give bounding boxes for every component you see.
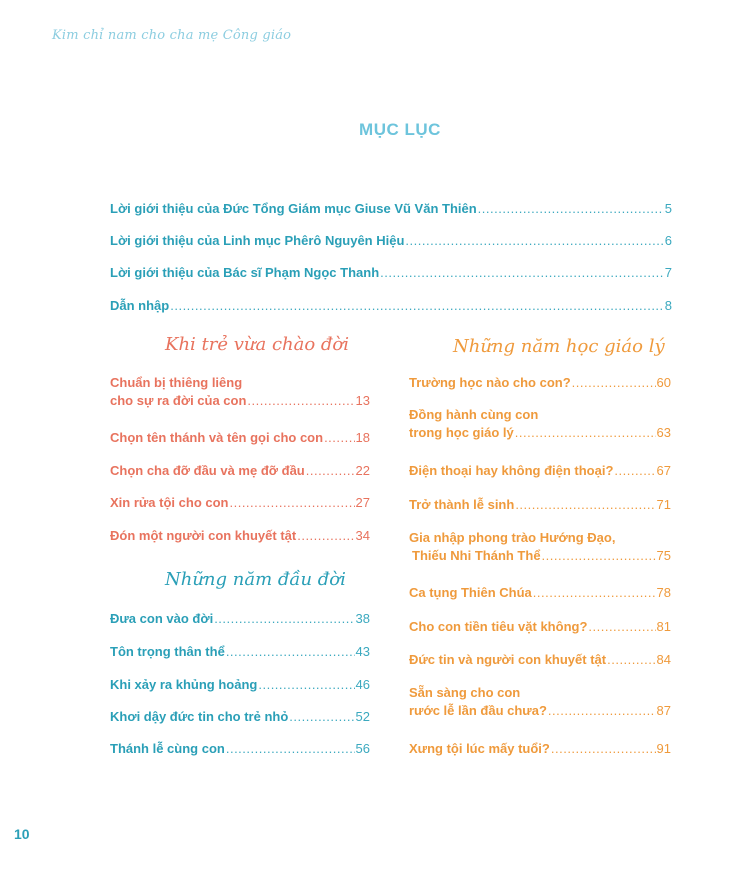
toc-entry-title: cho sự ra đời của con <box>110 393 247 408</box>
toc-entry-page: 87 <box>656 703 671 718</box>
toc-entry[interactable] <box>110 610 370 628</box>
toc-entry-page: 60 <box>656 375 671 390</box>
toc-entry-title: Xin rửa tội cho con <box>110 495 229 510</box>
toc-entry-page: 46 <box>355 677 370 692</box>
toc-entry-title: Chọn cha đỡ đầu và mẹ đỡ đầu <box>110 463 305 478</box>
toc-entry-title: Trở thành lễ sinh <box>409 497 515 512</box>
toc-entry-title-line1: Gia nhập phong trào Hướng Đạo, <box>409 530 616 545</box>
toc-entry-title-line1: Chuẩn bị thiêng liêng <box>110 375 243 390</box>
toc-entry-page: 91 <box>656 741 671 756</box>
section-heading-catechism: Những năm học giáo lý <box>453 336 665 357</box>
toc-entry-title: rước lễ lần đầu chưa? <box>409 703 547 718</box>
toc-entry-page: 6 <box>664 233 672 248</box>
toc-entry-title: Khi xảy ra khủng hoảng <box>110 677 258 692</box>
toc-entry[interactable] <box>409 462 671 480</box>
running-head: Kim chỉ nam cho cha mẹ Công giáo <box>52 28 292 43</box>
toc-entry-page: 52 <box>355 709 370 724</box>
toc-entry[interactable] <box>110 232 672 250</box>
toc-entry[interactable] <box>409 618 671 636</box>
toc-entry-title: Lời giới thiệu của Linh mục Phêrô Nguyên Hiệu <box>110 233 405 248</box>
toc-entry-title: Thiếu Nhi Thánh Thể <box>412 548 541 563</box>
toc-entry[interactable] <box>110 676 370 694</box>
toc-entry-page: 81 <box>656 619 671 634</box>
toc-entry-title-line1: Đồng hành cùng con <box>409 407 539 422</box>
toc-entry-page: 63 <box>656 425 671 440</box>
toc-entry-page: 75 <box>656 548 671 563</box>
toc-entry-page: 38 <box>355 611 370 626</box>
toc-entry-title: Lời giới thiệu của Bác sĩ Phạm Ngọc Thanh <box>110 265 380 280</box>
toc-entry[interactable] <box>110 527 370 545</box>
toc-entry-title: Lời giới thiệu của Đức Tổng Giám mục Giuse Vũ Văn Thiên <box>110 201 477 216</box>
toc-entry-title: Khơi dậy đức tin cho trẻ nhỏ <box>110 709 289 724</box>
toc-entry-page: 18 <box>355 430 370 445</box>
toc-entry-page: 71 <box>656 497 671 512</box>
toc-entry-page: 34 <box>355 528 370 543</box>
toc-entry[interactable] <box>409 374 671 392</box>
toc-entry-title: Chọn tên thánh và tên gọi cho con <box>110 430 324 445</box>
toc-entry-title: trong học giáo lý <box>409 425 514 440</box>
toc-entry-page: 43 <box>355 644 370 659</box>
toc-entry[interactable] <box>110 429 370 447</box>
toc-entry-page: 13 <box>355 393 370 408</box>
toc-entry[interactable] <box>409 684 671 720</box>
toc-entry-title: Dẫn nhập <box>110 298 170 313</box>
toc-entry[interactable] <box>110 494 370 512</box>
toc-entry[interactable] <box>110 708 370 726</box>
toc-entry[interactable] <box>110 200 672 218</box>
section-heading-birth: Khi trẻ vừa chào đời <box>165 334 350 355</box>
toc-entry-page: 22 <box>355 463 370 478</box>
toc-entry-page: 84 <box>656 652 671 667</box>
toc-entry[interactable] <box>409 740 671 758</box>
toc-entry-title: Xưng tội lúc mấy tuổi? <box>409 741 550 756</box>
toc-entry-title-line1: Sẵn sàng cho con <box>409 685 521 700</box>
toc-entry[interactable] <box>110 264 672 282</box>
toc-entry[interactable] <box>409 406 671 442</box>
toc-entry-title: Tôn trọng thân thể <box>110 644 225 659</box>
toc-entry[interactable] <box>409 496 671 514</box>
toc-entry-page: 56 <box>355 741 370 756</box>
toc-entry[interactable] <box>110 740 370 758</box>
toc-entry-title: Thánh lễ cùng con <box>110 741 225 756</box>
toc-entry[interactable] <box>110 462 370 480</box>
toc-entry-title: Cho con tiền tiêu vặt không? <box>409 619 588 634</box>
toc-entry-title: Trường học nào cho con? <box>409 375 571 390</box>
toc-entry-page: 7 <box>664 265 672 280</box>
toc-entry[interactable] <box>409 651 671 669</box>
page-title: MỤC LỤC <box>359 120 441 139</box>
section-heading-early: Những năm đầu đời <box>165 569 346 590</box>
toc-entry[interactable] <box>110 297 672 315</box>
toc-entry-page: 27 <box>355 495 370 510</box>
toc-entry-page: 78 <box>656 585 671 600</box>
toc-entry[interactable] <box>409 584 671 602</box>
toc-entry[interactable] <box>409 529 671 565</box>
toc-entry-page: 67 <box>656 463 671 478</box>
toc-entry-title: Ca tụng Thiên Chúa <box>409 585 532 600</box>
page-number: 10 <box>14 826 30 842</box>
toc-entry[interactable] <box>110 643 370 661</box>
toc-entry-page: 5 <box>664 201 672 216</box>
toc-entry-title: Điện thoại hay không điện thoại? <box>409 463 614 478</box>
toc-entry-title: Đón một người con khuyết tật <box>110 528 297 543</box>
toc-entry-title: Đức tin và người con khuyết tật <box>409 652 607 667</box>
toc-entry-title: Đưa con vào đời <box>110 611 214 626</box>
toc-entry-page: 8 <box>664 298 672 313</box>
toc-entry[interactable] <box>110 374 370 410</box>
